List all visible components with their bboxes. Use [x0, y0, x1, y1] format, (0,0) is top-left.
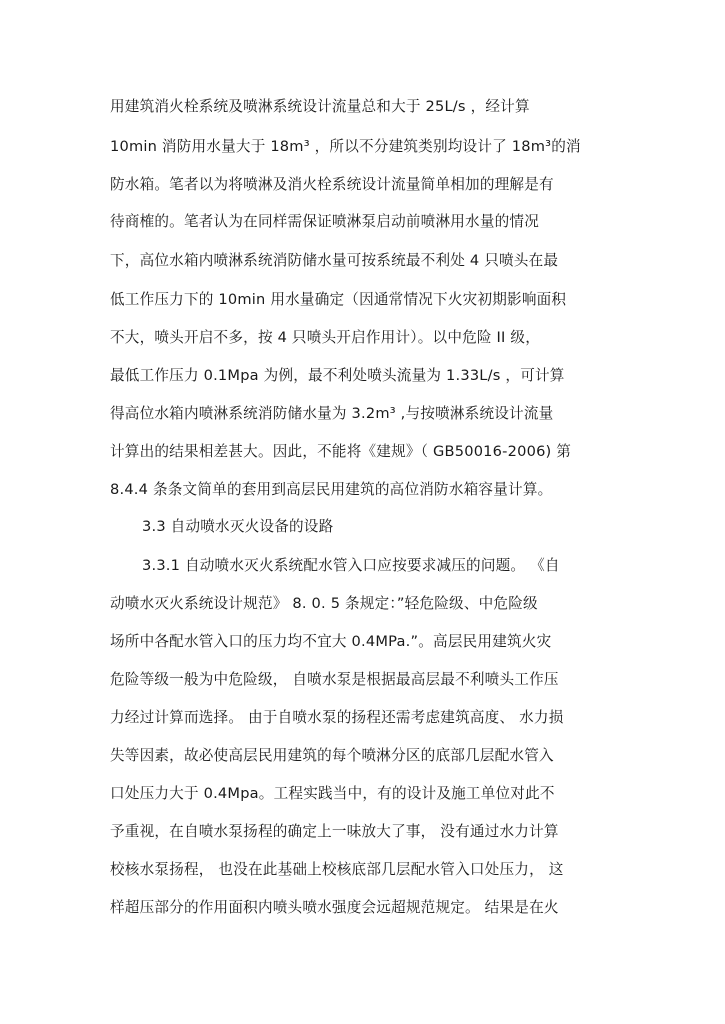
text-line: 力经过计算而选择。 由于自喷水泵的扬程还需考虑建筑高度、 水力损 [110, 709, 564, 726]
text-line: 不大，喷头开启不多，按 4 只喷头开启作用计）。以中危险 II 级， [110, 329, 540, 346]
text-line: 防水箱。笔者以为将喷淋及消火栓系统设计流量简单相加的理解是有 [110, 176, 554, 193]
text-line: 8.4.4 条条文简单的套用到高层民用建筑的高位消防水箱容量计算。 [110, 481, 553, 498]
text-line: 待商榷的。笔者认为在同样需保证喷淋泵启动前喷淋用水量的情况 [110, 213, 540, 230]
text-line: 失等因素，故必使高层民用建筑的每个喷淋分区的底部几层配水管入 [110, 747, 554, 764]
text-line: 样超压部分的作用面积内喷头喷水强度会远超规范规定。 结果是在火 [110, 899, 559, 916]
text-line: 用建筑消火栓系统及喷淋系统设计流量总和大于 25L/s ，经计算 [110, 98, 530, 115]
subsection-heading-line: 3.3.1 自动喷水灭火系统配水管入口应按要求减压的问题。 《自 [142, 557, 560, 574]
text-line: 计算出的结果相差甚大。因此，不能将《建规》（ GB50016-2006) 第 [110, 443, 572, 460]
text-line: 口处压力大于 0.4Mpa。工程实践当中，有的设计及施工单位对此不 [110, 785, 555, 802]
text-line: 危险等级一般为中危险级， 自喷水泵是根据最高层最不利喷头工作压 [110, 671, 559, 688]
text-line: 动喷水灭火系统设计规范》 8. 0. 5 条规定：”轻危险级、中危险级 [110, 595, 538, 612]
text-line: 予重视，在自喷水泵扬程的确定上一味放大了事， 没有通过水力计算 [110, 823, 559, 840]
text-line: 场所中各配水管入口的压力均不宜大 0.4MPa.”。高层民用建筑火灾 [110, 633, 552, 650]
text-line: 低工作压力下的 10min 用水量确定（因通常情况下火灾初期影响面积 [110, 291, 567, 308]
text-line: 10min 消防用水量大于 18m³ ，所以不分建筑类别均设计了 18m³的消 [110, 138, 581, 155]
text-line: 校核水泵扬程， 也没在此基础上校核底部几层配水管入口处压力， 这 [110, 861, 564, 878]
text-line: 最低工作压力 0.1Mpa 为例，最不利处喷头流量为 1.33L/s ，可计算 [110, 367, 565, 384]
section-heading: 3.3 自动喷水灭火设备的设路 [142, 518, 334, 535]
text-line: 得高位水箱内喷淋系统消防储水量为 3.2m³ ,与按喷淋系统设计流量 [110, 405, 554, 422]
text-line: 下，高位水箱内喷淋系统消防储水量可按系统最不利处 4 只喷头在最 [110, 252, 559, 269]
